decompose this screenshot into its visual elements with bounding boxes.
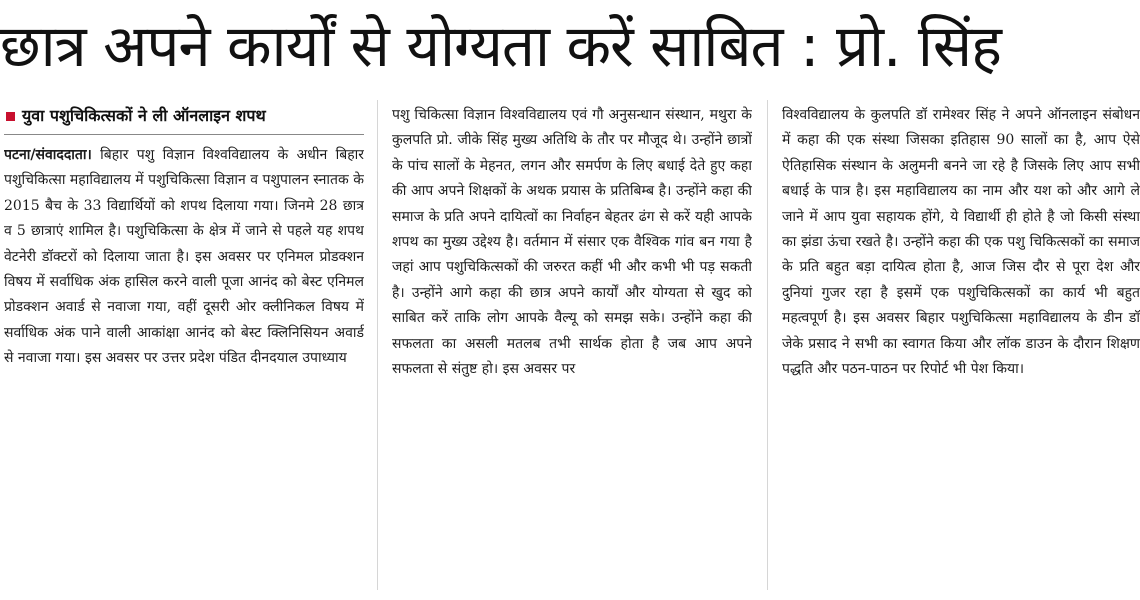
column-divider xyxy=(767,100,768,590)
article-column-3 xyxy=(782,103,1140,600)
column-3-text: विश्वविद्यालय के कुलपति डॉ रामेश्वर सिंह ने अपने ऑनलाइन संबोधन में कहा की एक संस्था जिसका इतिहास 90 सालों का है, आप ऐसे ऐतिहासिक संस्थान के अलुमनी बनने जा रहे है जिसके लिए आप सभी बधाई के पात्र है। इस महाविद्यालय का नाम और यश को और आगे ले जाने में आप युवा सहायक होंगे, ये विद्यार्थी ही होते है जो किसी संस्था का झंडा ऊंचा रखते है। उन्होंने कहा की एक पशु चिकित्सकों का समाज के प्रति बहुत बड़ा दायित्व होता है, आज जिस दौर से पूरा देश और दुनियां गुजर रहा है इसमें एक पशुचिकित्सकों का कार्य भी बहुत महत्वपूर्ण है। इस अवसर बिहार पशुचिकित्सा महाविद्यालय के डीन डॉ जेके प्रसाद ने सभी का स्वागत किया और लॉक डाउन के दौरान शिक्षण पद्धति और पठन-पाठन पर रिपोर्ट भी पेश किया। xyxy=(782,107,1140,378)
column-2-text: पशु चिकित्सा विज्ञान विश्वविद्यालय एवं गौ अनुसन्धान संस्थान, मथुरा के कुलपति प्रो. जीके सिंह मुख्य अतिथि के तौर पर मौजूद थे। उन्होंने छात्रों के पांच सालों के मेहनत, लगन और समर्पण के लिए बधाई देते हुए कहा की आप अपने शिक्षकों के अथक प्रयास के प्रतिबिम्ब है। उन्होंने कहा की समाज के प्रति अपने दायित्वों का निर्वाहन बेहतर ढंग से करें यही आपके शपथ का मुख्य उद्देश्य है। वर्तमान में संसार एक वैश्विक गांव बन गया है जहां आप पशुचिकित्सकों की जरुरत कहीं भी और कभी भी पड़ सकती है। उन्होंने आगे कहा की छात्र अपने कार्यों और योग्यता से खुद को साबित करें ताकि लोग आपके वैल्यू को समझ सके। उन्होंने कहा की सफलता का असली मतलब तभी सार्थक होता है जब आप अपने सफलता से संतुष्ट हो। इस अवसर पर xyxy=(392,107,752,378)
subheadline-text: युवा पशुचिकित्सकों ने ली ऑनलाइन शपथ xyxy=(22,106,266,126)
headline: छात्र अपने कार्यों से योग्यता करें साबित : प्रो. सिंह xyxy=(0,12,1001,80)
column-divider xyxy=(377,100,378,590)
byline: पटना/संवाददाता। xyxy=(4,147,92,163)
article-column-1 xyxy=(4,98,364,595)
subheadline xyxy=(4,98,364,135)
square-bullet-icon xyxy=(6,112,15,121)
column-1-text: बिहार पशु विज्ञान विश्वविद्यालय के अधीन बिहार पशुचिकित्सा महाविद्यालय में पशुचिकित्सा विज्ञान व पशुपालन स्नातक के 2015 बैच के 33 विद्यार्थियों को शपथ दिलाया गया। जिनमे 28 छात्र व 5 छात्राएं शामिल है। पशुचिकित्सा के क्षेत्र में जाने से पहले यह शपथ वेटनेरी डॉक्टरों को दिलाया जाता है। इस अवसर पर एनिमल प्रोडक्शन विषय में सर्वाधिक अंक हासिल करने वाली पूजा आनंद को बेस्ट एनिमल प्रोडक्शन अवार्ड से नवाजा गया, वहीं दूसरी ओर क्लीनिकल विषय में सर्वाधिक अंक पाने वाली आकांक्षा आनंद को बेस्ट क्लिनिसियन अवार्ड से नवाजा गया। इस अवसर पर उत्तर प्रदेश पंडित दीनदयाल उपाध्याय xyxy=(4,147,364,367)
article-column-2 xyxy=(392,103,752,600)
